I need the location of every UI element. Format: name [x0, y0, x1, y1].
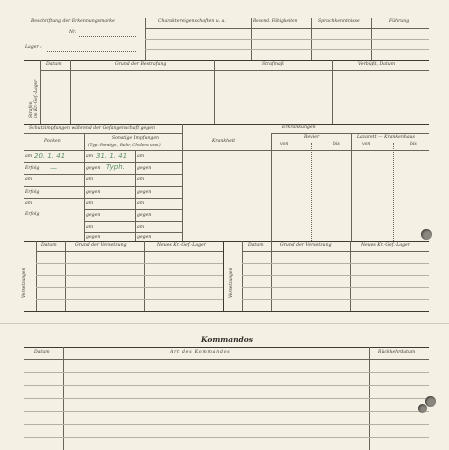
kommandos-datum-header: Datum	[34, 350, 50, 355]
writing-line	[24, 437, 429, 438]
impfungen-title: Schutzimpfungen während der Gefangenschaft gegen	[29, 126, 155, 131]
revier-bis: bis	[333, 142, 340, 147]
writing-line	[24, 385, 429, 386]
writing-line	[242, 287, 429, 288]
section-rule	[24, 311, 429, 312]
writing-line	[24, 398, 429, 399]
column-divider	[311, 143, 312, 241]
lazarett-von: von	[362, 142, 371, 147]
sonstige-gegen-label: gegen	[86, 166, 101, 171]
handwritten-date-2: 31. 1. 41	[96, 152, 128, 160]
handwritten-date-1: 20. 1. 41	[34, 152, 66, 160]
header-rule	[271, 133, 429, 134]
sonstige-subheader: (Typ.-Paratyp., Ruhr, Cholera usw.)	[88, 142, 161, 147]
erkennungsmarke-label: Beschriftung der Erkennungsmarke	[31, 19, 115, 24]
fuehrung-header: Führung	[389, 19, 410, 24]
sonstige-am-label-4: am	[137, 177, 145, 182]
sonstige-gegen-label-5: gegen	[86, 213, 101, 218]
section-rule	[24, 124, 429, 125]
writing-line	[145, 49, 429, 50]
table-row-rule	[24, 174, 182, 175]
sonstige-am-label-3: am	[86, 177, 94, 182]
versetzung-grund-header-left: Grund der Versetzung	[75, 243, 127, 248]
kommandos-rueckkehr-header: Rückkehrdatum	[378, 350, 416, 355]
pocken-erfolg-label-2: Erfolg	[25, 190, 40, 195]
column-divider	[182, 124, 183, 241]
versetzung-neues-header-left: Neues Kr.-Gef.-Lager	[157, 243, 206, 248]
versetzung-grund-header-right: Grund der Versetzung	[280, 243, 332, 248]
versetzungen-side-label-left: Versetzungen	[22, 267, 27, 298]
pocken-erfolg-label: Erfolg	[25, 166, 40, 171]
versetzung-datum-header-right: Datum	[248, 243, 264, 248]
versetzungen-side-label-right: Versetzungen	[229, 267, 234, 298]
column-divider	[393, 143, 394, 241]
pocken-am-label-2: am	[25, 177, 33, 182]
versetzung-neues-header-right: Neues Kr.-Gef.-Lager	[361, 243, 410, 248]
revier-header: Revier	[304, 135, 320, 140]
handwritten-typh: Typh.	[106, 163, 125, 171]
column-divider	[223, 241, 224, 311]
revier-von: von	[280, 142, 289, 147]
sprach-header: Sprachkenntnisse	[318, 19, 360, 24]
writing-line	[36, 275, 223, 276]
header-rule	[40, 70, 429, 71]
writing-line	[36, 287, 223, 288]
kommandos-title: Kommandos	[201, 335, 254, 344]
strafen-side-label-2: im Kr.-Gef.-Lager	[34, 79, 39, 118]
lager-dotline	[47, 51, 136, 52]
section-rule	[24, 241, 429, 242]
lazarett-bis: bis	[410, 142, 417, 147]
sonstige-am-label-6: am	[137, 201, 145, 206]
pocken-am-label: am	[25, 154, 33, 159]
writing-line	[242, 263, 429, 264]
table-row-rule	[24, 198, 182, 199]
table-row-rule	[84, 221, 182, 222]
sonstige-am-label: am	[86, 154, 94, 159]
sonstige-gegen-label-4: gegen	[137, 190, 152, 195]
erkrankungen-title: Erkrankungen	[282, 125, 316, 130]
table-row-rule	[84, 209, 182, 210]
header-rule	[24, 150, 429, 151]
table-row-rule	[24, 162, 182, 163]
lazarett-header: Lazarett — Krankenhaus	[357, 135, 415, 140]
sonstige-am-label-5: am	[86, 201, 94, 206]
writing-line	[145, 39, 429, 40]
column-divider	[135, 150, 136, 241]
sonstige-gegen-label-8: gegen	[137, 235, 152, 240]
lager-label: Lager :	[25, 45, 42, 50]
header-rule	[24, 133, 182, 134]
sonstige-gegen-label-3: gegen	[86, 190, 101, 195]
writing-line	[36, 299, 223, 300]
writing-line	[36, 263, 223, 264]
strafen-datum-header: Datum	[46, 62, 62, 67]
writing-line	[24, 372, 429, 373]
pocken-am-label-3: am	[25, 201, 33, 206]
section-rule	[24, 60, 429, 61]
fold-line	[0, 323, 449, 324]
header-rule	[145, 28, 429, 29]
header-rule	[242, 251, 429, 252]
writing-line	[242, 275, 429, 276]
strafen-grund-header: Grund der Bestrafung	[115, 62, 167, 67]
punch-hole	[421, 229, 432, 240]
sonstige-gegen-label-6: gegen	[137, 213, 152, 218]
charakter-header: Charaktereigenschaften u. a.	[158, 19, 226, 24]
strafmass-header: Strafmaß	[262, 62, 284, 67]
punch-hole	[425, 396, 436, 407]
sonstige-am-label-8: am	[137, 225, 145, 230]
sonstige-gegen-label-7: gegen	[86, 235, 101, 240]
sonstige-am-label-7: am	[86, 225, 94, 230]
pocken-erfolg-label-3: Erfolg	[25, 212, 40, 217]
table-row-rule	[24, 186, 182, 187]
header-rule	[36, 251, 223, 252]
faehigkeiten-header: Besond. Fähigkeiten	[253, 19, 298, 24]
nr-dotline	[79, 36, 136, 37]
verbuesst-header: Verbüßt, Datum	[358, 62, 396, 67]
handwritten-erfolg: —	[50, 164, 57, 172]
sonstige-am-label-2: am	[137, 154, 145, 159]
writing-line	[24, 411, 429, 412]
sonstige-header: Sonstige Impfungen	[112, 136, 160, 141]
pocken-header: Pocken	[44, 139, 61, 144]
sonstige-gegen-label-2: gegen	[137, 166, 152, 171]
kommandos-art-header: Art des Kommandos	[170, 350, 231, 355]
table-row-rule	[84, 232, 182, 233]
header-rule	[24, 359, 429, 360]
writing-line	[242, 299, 429, 300]
writing-line	[24, 424, 429, 425]
versetzung-datum-header-left: Datum	[41, 243, 57, 248]
strafen-side-label: Strafen	[29, 101, 34, 118]
krankheit-header: Krankheit	[212, 139, 236, 144]
nr-label: Nr.	[69, 30, 77, 35]
punch-hole	[418, 404, 427, 413]
